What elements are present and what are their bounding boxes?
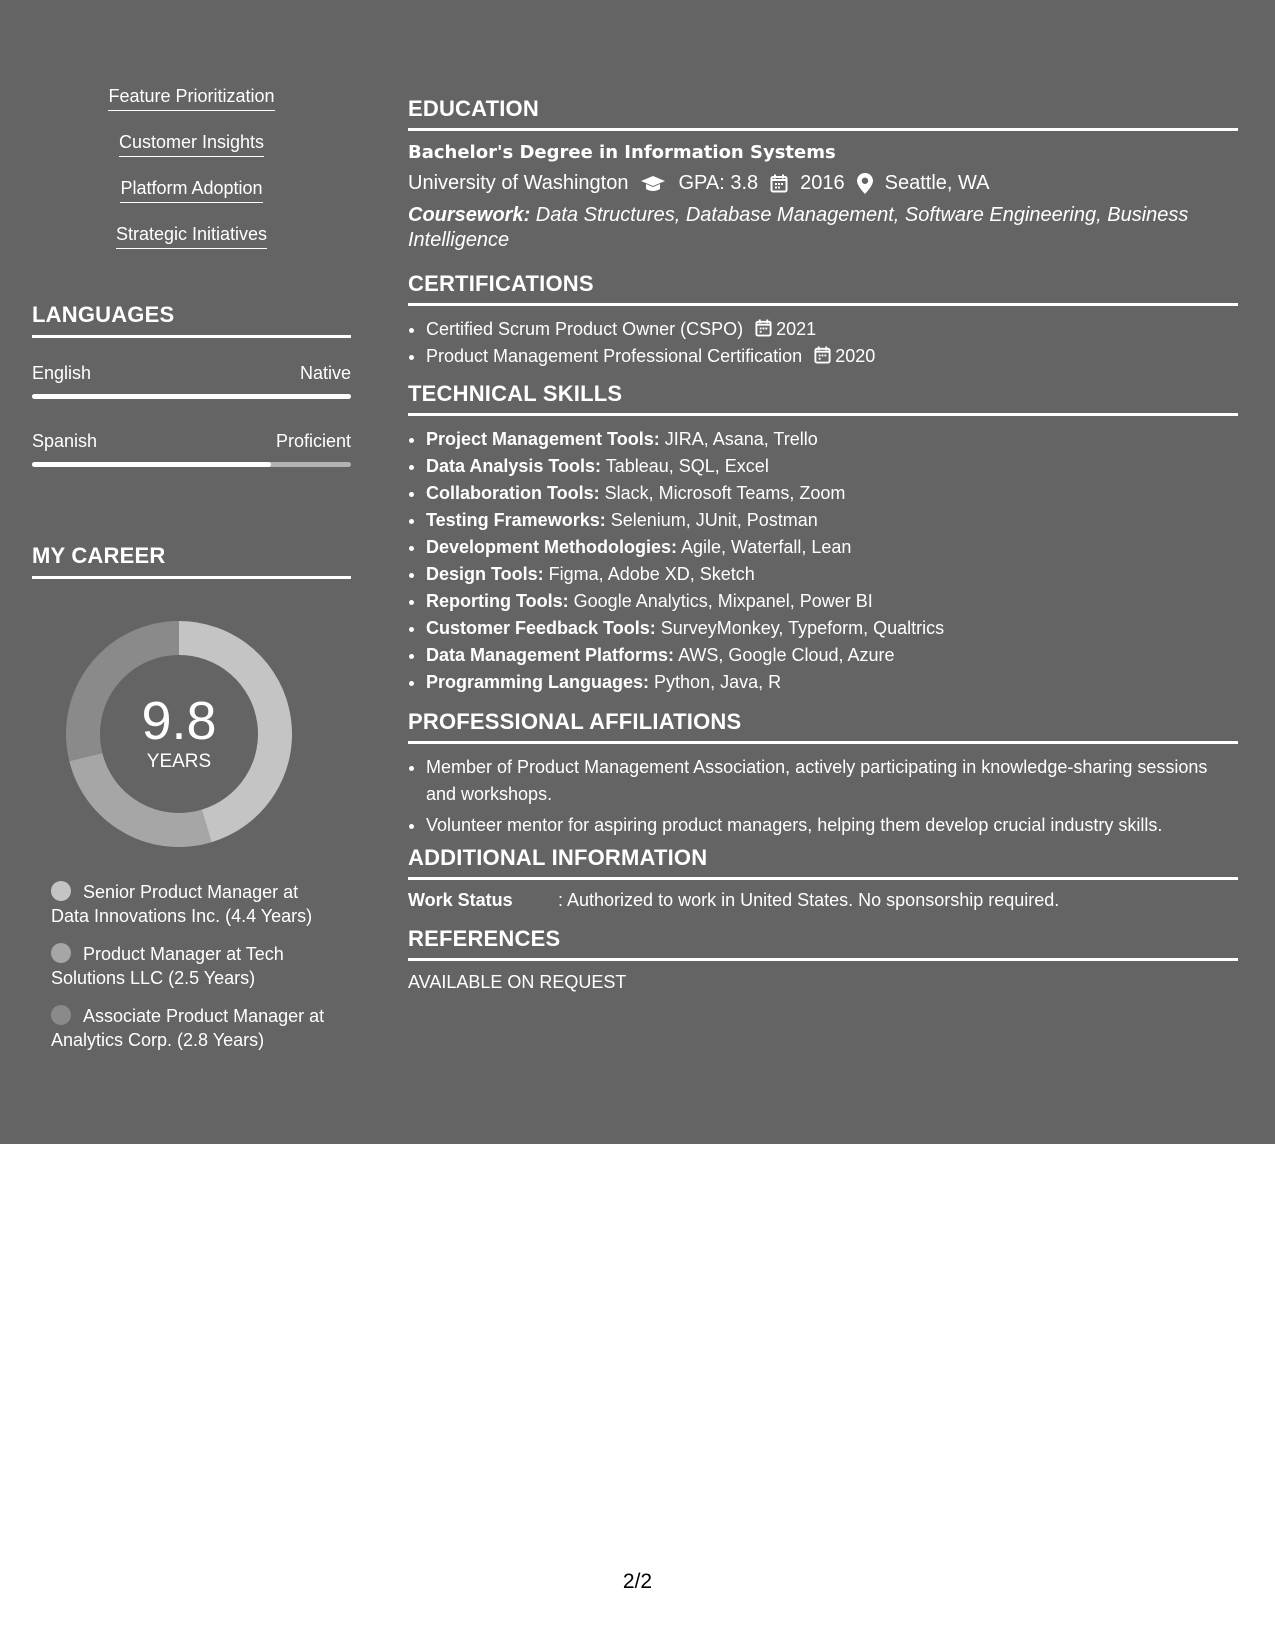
- skill-values: Selenium, JUnit, Postman: [605, 510, 818, 530]
- list-item: [426, 426, 1238, 453]
- list-item: [426, 534, 1238, 561]
- skill-category: Data Management Platforms:: [426, 645, 675, 665]
- career-item-text: Associate Product Manager at Analytics Corp. (2.8 Years): [51, 1006, 325, 1050]
- skill-tag: Strategic Initiatives: [116, 224, 267, 249]
- list-item: [426, 316, 1238, 343]
- skill-category: Development Methodologies:: [426, 537, 678, 557]
- map-pin-icon: [857, 173, 873, 194]
- skill-tag: Platform Adoption: [120, 178, 262, 203]
- career-section: [32, 543, 351, 1050]
- list-item: [426, 669, 1238, 696]
- gpa: GPA: 3.8: [678, 172, 759, 194]
- graduation-cap-icon: [640, 175, 666, 193]
- career-title: MY CAREER: [32, 543, 351, 579]
- work-status-row: [408, 890, 1238, 911]
- additional-info-title: ADDITIONAL INFORMATION: [408, 845, 1238, 880]
- technical-skills-title: TECHNICAL SKILLS: [408, 381, 1238, 416]
- languages-title: LANGUAGES: [32, 302, 351, 338]
- career-donut-chart: [66, 621, 292, 847]
- languages-section: [32, 302, 351, 467]
- technical-skills-list: [408, 426, 1238, 696]
- career-item-text: Senior Product Manager at Data Innovations Inc. (4.4 Years): [51, 882, 313, 926]
- skill-tag: Customer Insights: [119, 132, 264, 157]
- list-item: [426, 588, 1238, 615]
- list-item: [426, 561, 1238, 588]
- additional-info-section: [408, 845, 1238, 911]
- career-total-unit: YEARS: [146, 751, 212, 772]
- list-item: [426, 642, 1238, 669]
- career-item-text: Product Manager at Tech Solutions LLC (2.5 Years): [51, 944, 284, 988]
- calendar-icon: [770, 174, 788, 193]
- skill-values: Slack, Microsoft Teams, Zoom: [599, 483, 846, 503]
- language-name: English: [32, 363, 92, 383]
- circle-dot-icon: [51, 943, 71, 963]
- list-item: [426, 453, 1238, 480]
- certification-name: Product Management Professional Certification: [426, 346, 803, 366]
- degree-title: Bachelor's Degree in Information Systems: [408, 142, 836, 163]
- page-number: 2/2: [622, 1570, 653, 1593]
- affiliations-list: [408, 754, 1238, 839]
- career-item: [51, 1004, 331, 1052]
- skill-category: Design Tools:: [426, 564, 544, 584]
- language-row: [32, 431, 351, 467]
- skill-category: Programming Languages:: [426, 672, 650, 692]
- language-level: Proficient: [275, 431, 351, 451]
- list-item: • Volunteer mentor for aspiring product managers, helping them develop crucial industry skills.: [426, 812, 1238, 839]
- career-item: [51, 942, 331, 990]
- career-item: [51, 880, 331, 928]
- language-bar-fill: [32, 394, 351, 399]
- graduation-year: 2016: [800, 172, 845, 194]
- certifications-list: [408, 316, 1238, 370]
- work-status-value: : Authorized to work in United States. No sponsorship required.: [558, 890, 1060, 910]
- certification-year: 2020: [835, 346, 876, 366]
- work-status-label: Work Status: [408, 890, 513, 910]
- skill-values: SurveyMonkey, Typeform, Qualtrics: [655, 618, 945, 638]
- skill-category: Collaboration Tools:: [426, 483, 600, 503]
- skill-values: JIRA, Asana, Trello: [659, 429, 818, 449]
- coursework: [408, 203, 1238, 253]
- list-item: • Member of Product Management Association, actively participating in knowledge-sharing sessions and workshops.: [426, 754, 1238, 808]
- skill-category: Project Management Tools:: [426, 429, 660, 449]
- school-location: Seattle, WA: [884, 172, 990, 194]
- references-title: REFERENCES: [408, 926, 1238, 961]
- references-text: AVAILABLE ON REQUEST: [408, 972, 627, 992]
- skill-category: Data Analysis Tools:: [426, 456, 602, 476]
- references-section: [408, 926, 1238, 993]
- language-row: [32, 363, 351, 399]
- skill-values: Tableau, SQL, Excel: [601, 456, 769, 476]
- circle-dot-icon: [51, 881, 71, 901]
- certifications-title: CERTIFICATIONS: [408, 271, 1238, 306]
- skill-category: Reporting Tools:: [426, 591, 569, 611]
- calendar-icon: [755, 319, 772, 337]
- skill-values: AWS, Google Cloud, Azure: [674, 645, 895, 665]
- school-name: University of Washington: [408, 172, 629, 194]
- skill-tag: Feature Prioritization: [108, 86, 274, 111]
- certification-name: Certified Scrum Product Owner (CSPO): [426, 319, 744, 339]
- skill-values: Figma, Adobe XD, Sketch: [543, 564, 755, 584]
- certifications-section: [408, 271, 1238, 370]
- skill-values: Agile, Waterfall, Lean: [677, 537, 852, 557]
- technical-skills-section: [408, 381, 1238, 696]
- career-total-years: 9.8: [141, 691, 217, 751]
- list-item: [426, 480, 1238, 507]
- language-bar: [32, 394, 351, 399]
- list-item: [426, 507, 1238, 534]
- career-list: [51, 880, 331, 1066]
- skill-values: Google Analytics, Mixpanel, Power BI: [568, 591, 873, 611]
- education-section: [408, 96, 1238, 253]
- certification-year: 2021: [776, 319, 817, 339]
- language-bar: [32, 462, 351, 467]
- skill-category: Testing Frameworks:: [426, 510, 606, 530]
- skill-tags: [32, 86, 351, 270]
- skill-values: Python, Java, R: [649, 672, 782, 692]
- list-item: [426, 343, 1238, 370]
- circle-dot-icon: [51, 1005, 71, 1025]
- affiliations-title: PROFESSIONAL AFFILIATIONS: [408, 709, 1238, 744]
- education-title: EDUCATION: [408, 96, 1238, 131]
- skill-category: Customer Feedback Tools:: [426, 618, 656, 638]
- calendar-icon: [814, 346, 831, 364]
- affiliations-section: [408, 709, 1238, 843]
- coursework-label: Coursework:: [408, 204, 531, 226]
- list-item: [426, 615, 1238, 642]
- education-meta: [408, 172, 1238, 195]
- language-name: Spanish: [32, 431, 98, 451]
- coursework-text: Data Structures, Database Management, Software Engineering, Business Intelligence: [408, 204, 1189, 251]
- language-bar-fill: [32, 462, 271, 467]
- language-level: Native: [299, 363, 351, 383]
